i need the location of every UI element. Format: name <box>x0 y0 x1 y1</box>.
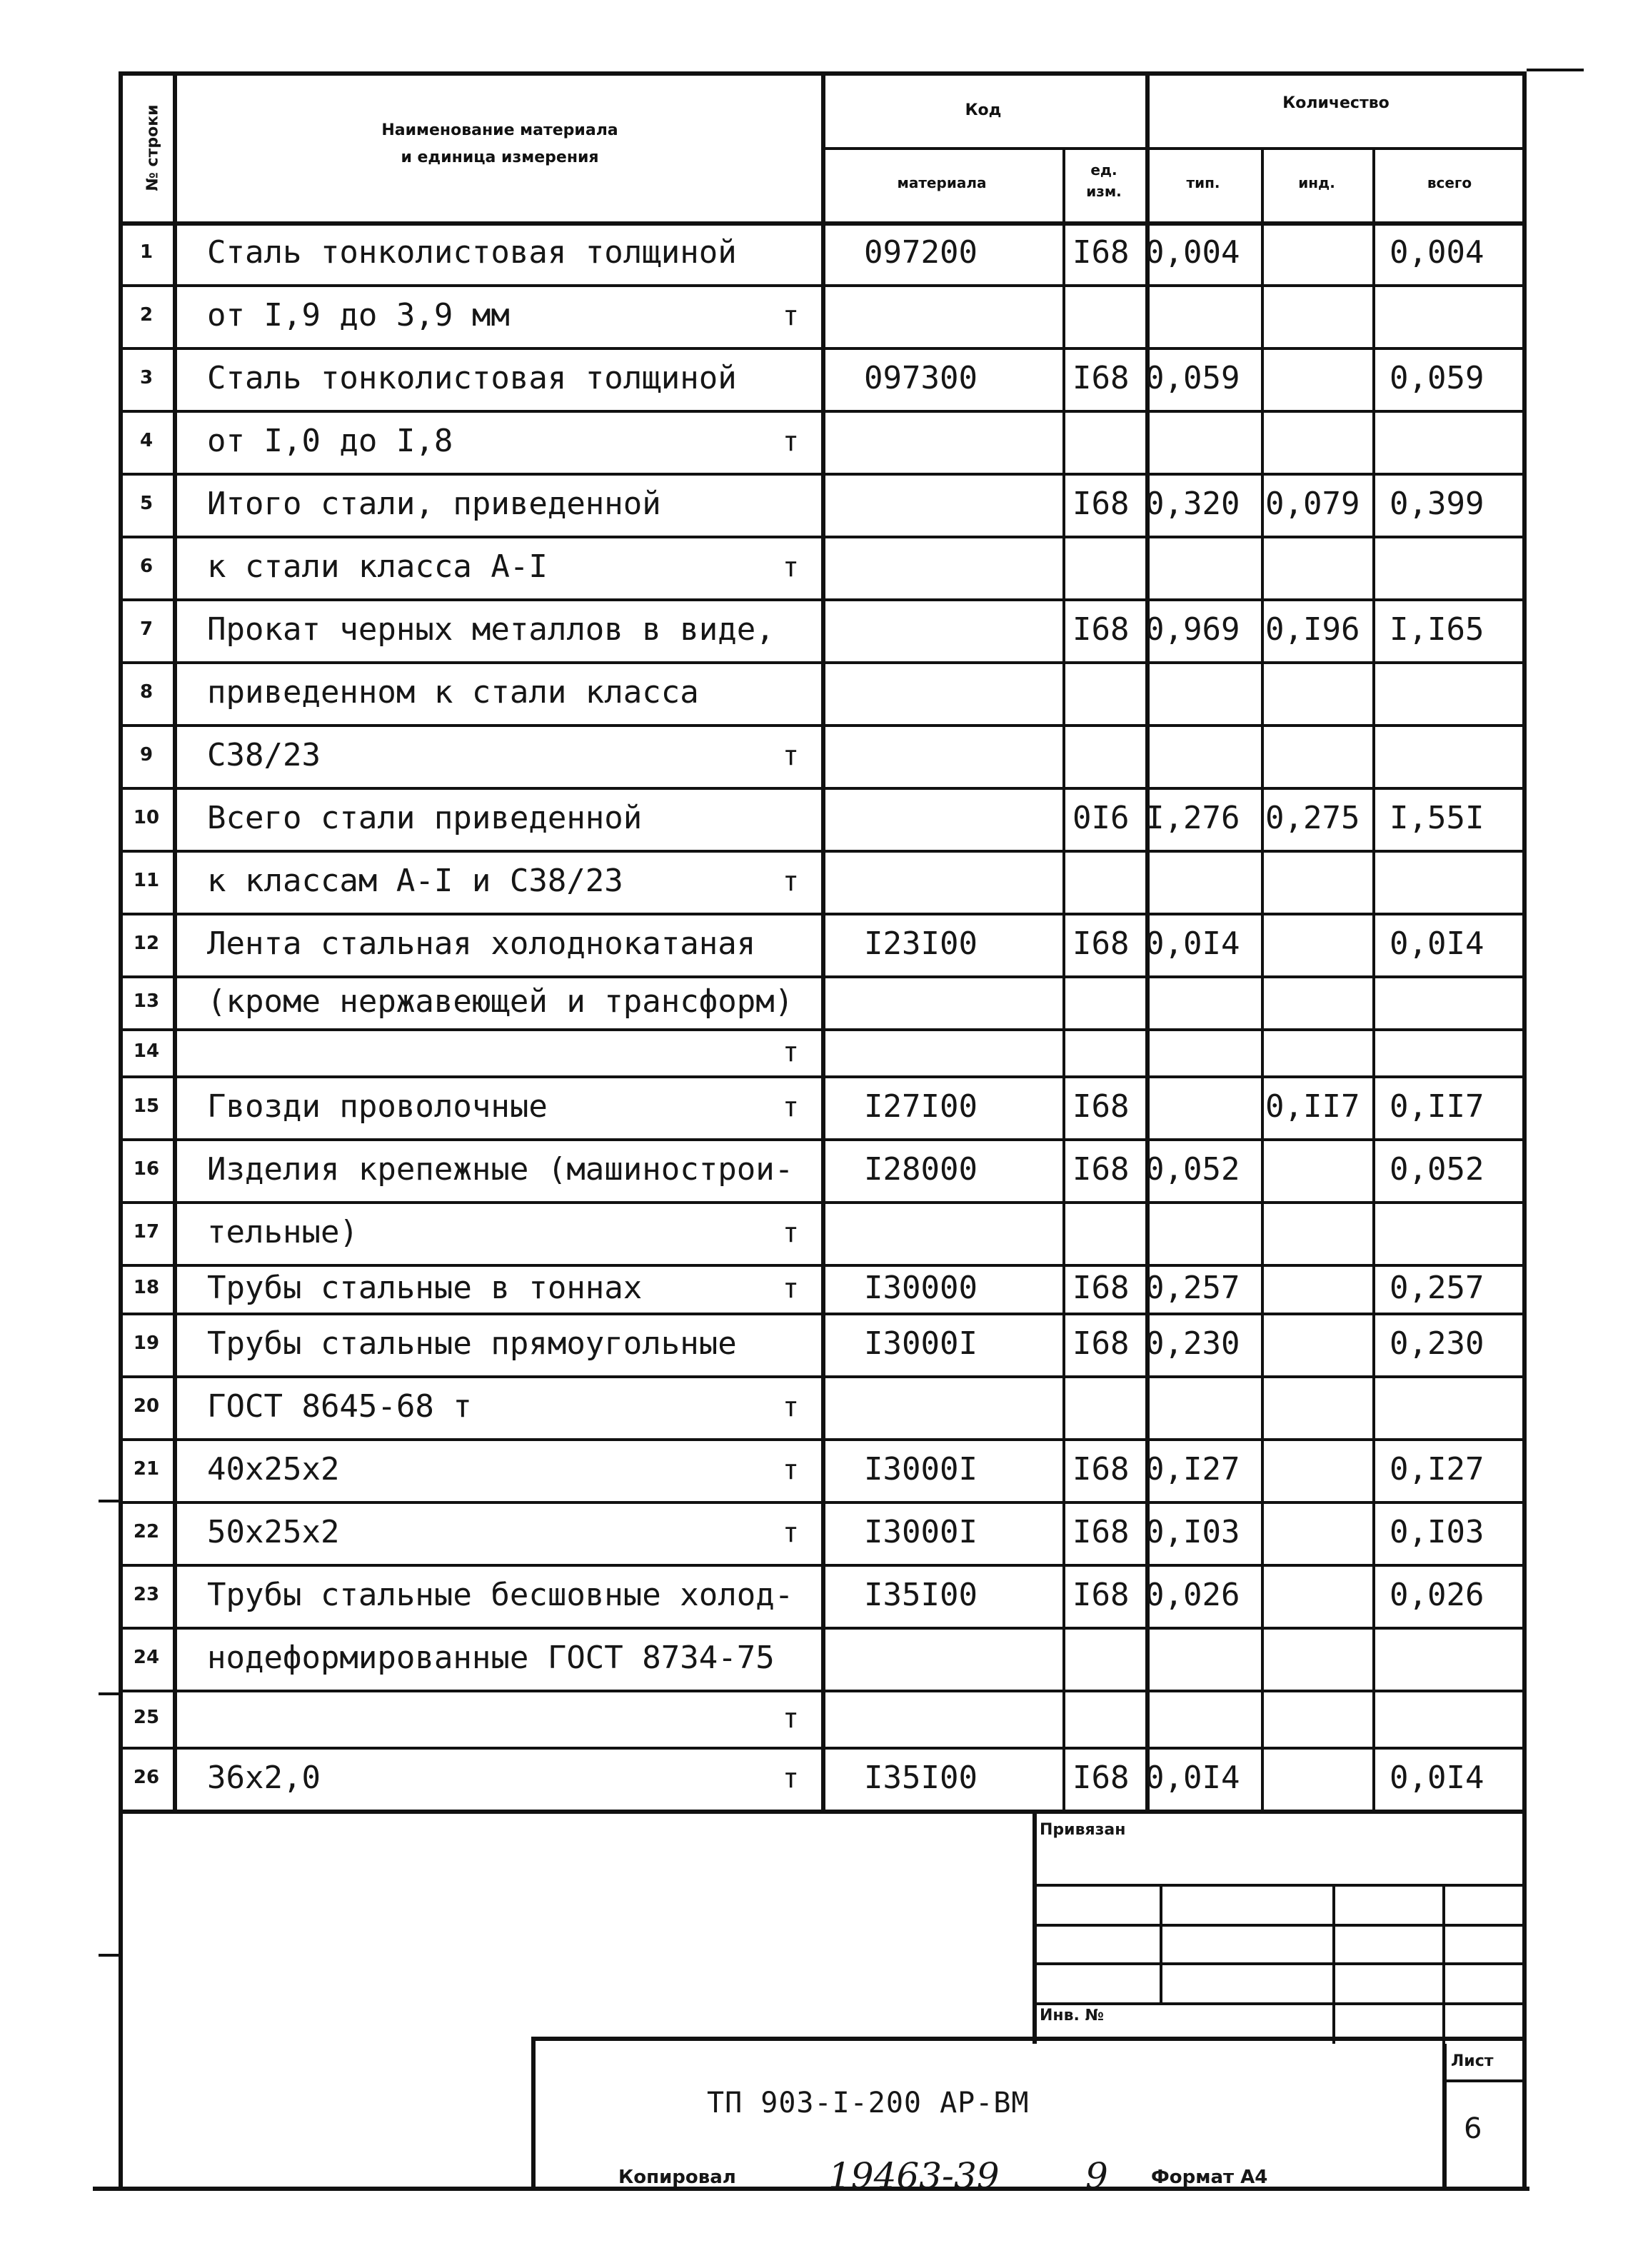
row-number: 11 <box>133 870 160 891</box>
qty-tip: 0,026 <box>1145 1577 1240 1613</box>
sheet-number: 6 <box>1464 2112 1482 2145</box>
sheet-label-line <box>1442 2079 1527 2082</box>
material-code: 097200 <box>864 234 978 271</box>
unit-code: I68 <box>1072 1760 1130 1796</box>
material-name: к классам А-I и С38/23 <box>207 863 623 899</box>
row-divider <box>119 1375 1527 1378</box>
material-code: I3000I <box>864 1451 978 1487</box>
row-number: 19 <box>133 1333 160 1354</box>
row-number: 2 <box>139 304 154 326</box>
col-line-name <box>821 71 825 1810</box>
row-number: 18 <box>133 1277 160 1298</box>
row-divider <box>119 473 1527 476</box>
material-name: Лента стальная холоднокатаная <box>207 925 756 962</box>
title-block-left <box>531 2037 536 2189</box>
material-name: Гвозди проволочные <box>207 1088 548 1125</box>
unit-code: I68 <box>1072 486 1130 522</box>
qty-ind: 0,I96 <box>1265 611 1360 648</box>
unit-code: I68 <box>1072 1270 1130 1306</box>
unit-code: 0I6 <box>1072 800 1130 836</box>
material-code: I30000 <box>864 1270 978 1306</box>
row-divider <box>119 1438 1527 1441</box>
material-name: С38/23 <box>207 737 321 773</box>
material-code: 097300 <box>864 360 978 396</box>
material-name: Итого стали, приведенной <box>207 486 661 522</box>
row-divider <box>119 410 1527 413</box>
unit-label: т <box>783 740 799 771</box>
unit-code: I68 <box>1072 1088 1130 1125</box>
qty-total: 0,0I4 <box>1390 1760 1484 1796</box>
qty-total-header: всего <box>1427 174 1472 191</box>
unit-code: I68 <box>1072 234 1130 271</box>
qty-total: 0,026 <box>1390 1577 1484 1613</box>
qty-total: 0,004 <box>1390 234 1484 271</box>
sheet-col-line <box>1442 2044 1447 2189</box>
material-name: Прокат черных металлов в виде, <box>207 611 775 648</box>
qty-total: 0,257 <box>1390 1270 1484 1306</box>
unit-label: т <box>783 426 799 457</box>
material-code: I35I00 <box>864 1760 978 1796</box>
material-name: Трубы стальные бесшовные холод- <box>207 1577 794 1613</box>
unit-label: т <box>783 1036 799 1068</box>
material-name: 36x2,0 <box>207 1760 321 1796</box>
handwritten-number: 19463-39 <box>828 2155 1000 2197</box>
material-name: нодеформированные ГОСТ 8734-75 <box>207 1640 775 1676</box>
row-number: 25 <box>133 1707 160 1728</box>
row-divider <box>119 1264 1527 1267</box>
material-name: Всего стали приведенной <box>207 800 643 836</box>
unit-label: т <box>783 1454 799 1485</box>
inv-no-label: Инв. № <box>1040 2007 1105 2024</box>
row-divider <box>119 975 1527 978</box>
row-number: 9 <box>139 744 154 766</box>
row-number: 12 <box>133 933 160 954</box>
material-name: от I,0 до I,8 <box>207 423 453 459</box>
name-header-line1: Наименование материала <box>381 121 618 139</box>
material-name: Трубы стальные прямоугольные <box>207 1325 737 1362</box>
material-name: 40x25x2 <box>207 1451 340 1487</box>
material-code: I3000I <box>864 1325 978 1362</box>
col-line-ind <box>1372 147 1375 1810</box>
row-divider <box>119 661 1527 664</box>
stamp-line-3 <box>1032 1962 1527 1965</box>
row-divider <box>119 284 1527 287</box>
qty-total: I,I65 <box>1390 611 1484 648</box>
material-name: 50x25x2 <box>207 1514 340 1550</box>
code-header: Код <box>965 101 1002 119</box>
qty-total: 0,II7 <box>1390 1088 1484 1125</box>
unit-header-line1: ед. <box>1090 161 1117 179</box>
row-divider <box>119 724 1527 727</box>
row-number: 22 <box>133 1521 160 1542</box>
stamp-col-3 <box>1442 1884 1445 2044</box>
unit-code: I68 <box>1072 360 1130 396</box>
frame-bottom-line <box>93 2187 1529 2191</box>
qty-ind: 0,079 <box>1265 486 1360 522</box>
qty-tip: 0,969 <box>1145 611 1240 648</box>
row-number: 5 <box>139 493 154 514</box>
qty-total: 0,399 <box>1390 486 1484 522</box>
handwritten-digit: 9 <box>1085 2155 1108 2197</box>
row-divider <box>119 913 1527 915</box>
stamp-line-4 <box>1032 2002 1527 2005</box>
material-code: I23I00 <box>864 925 978 962</box>
row-number: 23 <box>133 1584 160 1605</box>
row-number: 1 <box>139 241 154 263</box>
unit-label: т <box>783 1517 799 1548</box>
unit-label: т <box>783 1391 799 1422</box>
unit-label: т <box>783 300 799 331</box>
material-code: I3000I <box>864 1514 978 1550</box>
copied-label: Копировал <box>618 2167 736 2188</box>
material-name: Трубы стальные в тоннах <box>207 1270 643 1306</box>
qty-tip-header: тип. <box>1186 174 1220 191</box>
material-name: (кроме нержавеющей и трансформ) <box>207 983 794 1020</box>
unit-code: I68 <box>1072 1151 1130 1188</box>
row-number: 6 <box>139 556 154 577</box>
material-code: I35I00 <box>864 1577 978 1613</box>
row-divider <box>119 1313 1527 1315</box>
qty-ind-header: инд. <box>1298 174 1335 191</box>
qty-tip: 0,257 <box>1145 1270 1240 1306</box>
stamp-line-2 <box>1032 1924 1527 1927</box>
qty-total: I,55I <box>1390 800 1484 836</box>
code-material-header: материала <box>897 174 987 191</box>
qty-tip: 0,0I4 <box>1145 1760 1240 1796</box>
unit-code: I68 <box>1072 925 1130 962</box>
material-name: к стали класса А-I <box>207 548 548 585</box>
margin-tick <box>99 1692 119 1695</box>
material-name: тельные) <box>207 1214 358 1250</box>
unit-label: т <box>783 1091 799 1123</box>
row-divider <box>119 787 1527 790</box>
row-divider <box>119 1075 1527 1078</box>
row-number: 24 <box>133 1647 160 1668</box>
stamp-line-1 <box>1032 1884 1527 1887</box>
row-divider <box>119 1201 1527 1204</box>
row-number: 21 <box>133 1458 160 1480</box>
margin-tick <box>99 1500 119 1502</box>
unit-code: I68 <box>1072 1325 1130 1362</box>
document-code: ТП 903-I-200 АР-ВМ <box>707 2087 1030 2119</box>
list-label: Лист <box>1451 2052 1494 2070</box>
row-number: 4 <box>139 430 154 451</box>
row-number-header: № строки <box>144 104 162 191</box>
col-line-code <box>1062 147 1065 1810</box>
row-divider <box>119 1501 1527 1504</box>
row-divider <box>119 1690 1527 1692</box>
row-divider <box>119 1747 1527 1750</box>
row-number: 20 <box>133 1395 160 1417</box>
material-code: I28000 <box>864 1151 978 1188</box>
qty-total: 0,230 <box>1390 1325 1484 1362</box>
unit-code: I68 <box>1072 1514 1130 1550</box>
material-name: Сталь тонколистовая толщиной <box>207 234 737 271</box>
unit-label: т <box>783 1702 799 1734</box>
qty-total: 0,059 <box>1390 360 1484 396</box>
row-number: 13 <box>133 990 160 1012</box>
unit-code: I68 <box>1072 1451 1130 1487</box>
qty-total: 0,0I4 <box>1390 925 1484 962</box>
row-divider <box>119 598 1527 601</box>
unit-code: I68 <box>1072 611 1130 648</box>
material-name: Сталь тонколистовая толщиной <box>207 360 737 396</box>
stamp-col-2 <box>1332 1884 1335 2044</box>
quantity-header: Количество <box>1282 94 1390 112</box>
row-number: 14 <box>133 1040 160 1062</box>
qty-tip: 0,0I4 <box>1145 925 1240 962</box>
unit-label: т <box>783 865 799 897</box>
row-number: 8 <box>139 681 154 703</box>
row-divider <box>119 1138 1527 1141</box>
material-name: приведенном к стали класса <box>207 674 699 711</box>
qty-tip: 0,052 <box>1145 1151 1240 1188</box>
qty-total: 0,I03 <box>1390 1514 1484 1550</box>
qty-tip: 0,I03 <box>1145 1514 1240 1550</box>
margin-tick <box>99 1954 119 1957</box>
row-divider <box>119 1028 1527 1031</box>
stamp-left-line <box>1032 1810 1037 2044</box>
material-name: Изделия крепежные (машинострои- <box>207 1151 794 1188</box>
name-header-line2: и единица измерения <box>401 149 599 166</box>
row-divider <box>119 1627 1527 1630</box>
unit-header-line2: изм. <box>1086 183 1122 200</box>
row-number: 10 <box>133 807 160 828</box>
qty-total: 0,052 <box>1390 1151 1484 1188</box>
qty-tip: I,276 <box>1145 800 1240 836</box>
col-line-rownum <box>173 71 177 1810</box>
header-mid-line <box>821 147 1527 150</box>
row-number: 26 <box>133 1767 160 1788</box>
format-label: Формат А4 <box>1151 2167 1268 2188</box>
col-line-tip <box>1261 147 1264 1810</box>
unit-code: I68 <box>1072 1577 1130 1613</box>
unit-label: т <box>783 1762 799 1794</box>
qty-ind: 0,II7 <box>1265 1088 1360 1125</box>
qty-tip: 0,230 <box>1145 1325 1240 1362</box>
material-name: ГОСТ 8645-68 т <box>207 1388 472 1425</box>
margin-tick <box>1527 69 1584 71</box>
row-number: 17 <box>133 1221 160 1243</box>
row-divider <box>119 850 1527 853</box>
row-divider <box>119 1564 1527 1567</box>
material-name: от I,9 до 3,9 мм <box>207 297 510 333</box>
unit-label: т <box>783 551 799 583</box>
unit-label: т <box>783 1217 799 1248</box>
qty-total: 0,I27 <box>1390 1451 1484 1487</box>
stamp-col-1 <box>1160 1884 1162 2002</box>
qty-tip: 0,004 <box>1145 234 1240 271</box>
qty-tip: 0,I27 <box>1145 1451 1240 1487</box>
row-number: 3 <box>139 367 154 388</box>
row-number: 15 <box>133 1095 160 1117</box>
row-divider <box>119 347 1527 350</box>
privyazan-label: Привязан <box>1040 1821 1126 1839</box>
table-bottom-line <box>119 1810 1527 1814</box>
row-divider <box>119 536 1527 538</box>
material-code: I27I00 <box>864 1088 978 1125</box>
qty-tip: 0,320 <box>1145 486 1240 522</box>
row-number: 16 <box>133 1158 160 1180</box>
qty-ind: 0,275 <box>1265 800 1360 836</box>
title-block-top <box>531 2037 1527 2041</box>
row-number: 7 <box>139 618 154 640</box>
unit-label: т <box>783 1273 799 1304</box>
qty-tip: 0,059 <box>1145 360 1240 396</box>
